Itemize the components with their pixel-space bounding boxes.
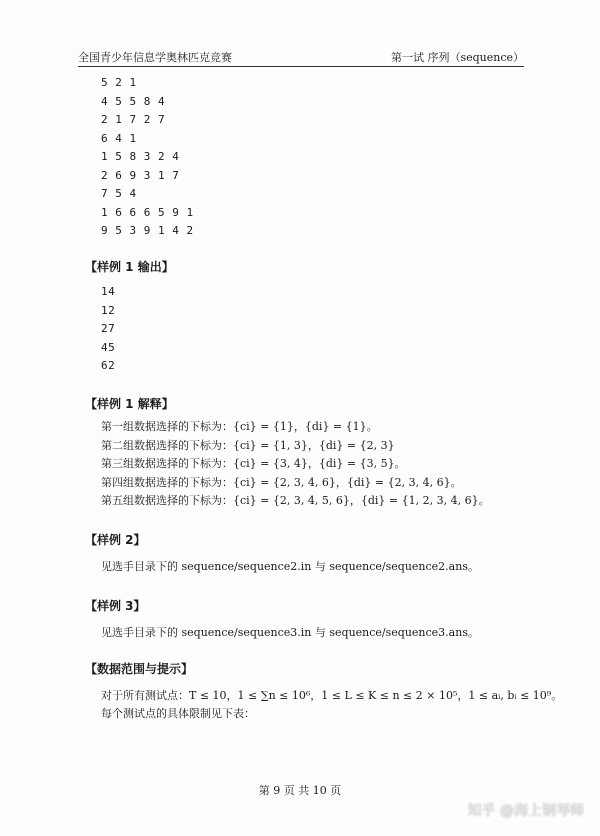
sample-output-block: [101, 283, 115, 376]
explain-line: 第三组数据选择的下标为：{ci} = {3, 4}，{di} = {3, 5}。: [101, 457, 406, 470]
sample2-heading: 【样例 2】: [85, 533, 146, 547]
output-line: 14: [101, 285, 116, 298]
constraints-line-1: 对于所有测试点：T ≤ 10，1 ≤ ∑n ≤ 10⁶，1 ≤ L ≤ K ≤ n ≤ 2 × 10⁵，1 ≤ aᵢ, bᵢ ≤ 10⁹。: [101, 689, 563, 702]
input-line: 5 2 1: [101, 76, 137, 89]
input-line: 9 5 3 9 1 4 2: [101, 224, 194, 237]
explain-line: 第五组数据选择的下标为：{ci} = {2, 3, 4, 5, 6}，{di} = {1, 2, 3, 4, 6}。: [101, 494, 490, 507]
watermark: 知乎 @海上钢琴师: [467, 803, 584, 819]
input-line: 2 1 7 2 7: [101, 113, 166, 126]
sample3-text: 见选手目录下的 sequence/sequence3.in 与 sequence/sequence3.ans。: [101, 626, 479, 639]
constraints-heading: 【数据范围与提示】: [85, 662, 194, 676]
sample3-heading: 【样例 3】: [85, 599, 146, 613]
output-line: 12: [101, 303, 116, 317]
header-rule: [78, 66, 524, 67]
sample1-output-heading: 【样例 1 输出】: [85, 260, 174, 274]
sample1-explain-block: [101, 418, 490, 511]
header-left: 全国青少年信息学奥林匹克竞赛: [78, 51, 232, 64]
explain-line: 第四组数据选择的下标为：{ci} = {2, 3, 4, 6}，{di} = {2, 3, 4, 6}。: [101, 475, 462, 489]
header-right: 第一试 序列（sequence）: [390, 51, 524, 64]
input-line: 1 5 8 3 2 4: [101, 150, 180, 163]
output-line: 27: [101, 322, 116, 335]
output-line: 45: [101, 340, 116, 354]
constraints-line-2: 每个测试点的具体限制见下表：: [101, 707, 255, 720]
input-line: 6 4 1: [101, 131, 137, 145]
page-header: [78, 48, 524, 66]
input-line: 4 5 5 8 4: [101, 94, 166, 108]
input-line: 2 6 9 3 1 7: [101, 168, 180, 182]
page-footer: 第 9 页 共 10 页: [258, 784, 342, 797]
sample2-text: 见选手目录下的 sequence/sequence2.in 与 sequence/sequence2.ans。: [101, 560, 479, 573]
sample-input-block: [101, 74, 194, 241]
input-line: 7 5 4: [101, 187, 137, 200]
input-line: 1 6 6 6 5 9 1: [101, 205, 194, 219]
explain-line: 第二组数据选择的下标为：{ci} = {1, 3}，{di} = {2, 3}: [101, 438, 395, 452]
output-line: 62: [101, 359, 116, 372]
explain-line: 第一组数据选择的下标为：{ci} = {1}，{di} = {1}。: [101, 420, 378, 433]
sample1-explain-heading: 【样例 1 解释】: [85, 397, 174, 411]
